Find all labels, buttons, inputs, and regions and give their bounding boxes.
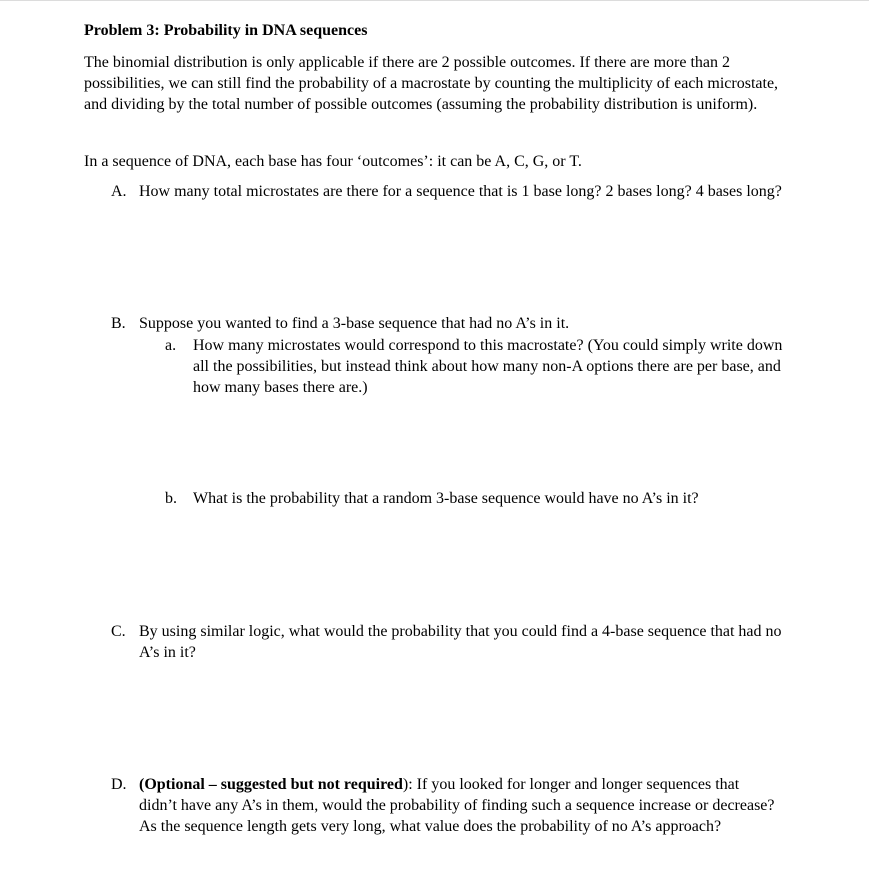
question-d-text: ): If you looked for longer and longer sequences that didn’t have any A’s in them, would the probability of finding such a sequence increase or decrease? As the sequence length gets very long, what value does the probability of no A’s approach? [139, 776, 775, 835]
intro-paragraph: The binomial distribution is only applicable if there are 2 possible outcomes. If there are more than 2 possibilities, we can still find the probability of a macrostate by counting the multiplicity of each microstate, and dividing by the total number of possible outcomes (assuming the probability distribution is uniform). [84, 54, 779, 113]
question-b-marker: B. [111, 315, 126, 332]
question-a-text: How many total microstates are there for a sequence that is 1 base long? 2 bases long? 4 bases long? [139, 183, 782, 200]
question-c-text: By using similar logic, what would the probability that you could find a 4-base sequence that had no A’s in it? [139, 623, 782, 661]
question-b-text: Suppose you wanted to find a 3-base sequence that had no A’s in it. [139, 315, 570, 332]
question-b-sub-b-marker: b. [165, 490, 177, 507]
question-d-body [139, 774, 779, 837]
question-a-marker: A. [111, 183, 127, 200]
question-d-optional-label: (Optional – suggested but not required [139, 776, 403, 793]
question-b-sub-a-marker: a. [165, 337, 177, 354]
question-b-sub-b-text: What is the probability that a random 3-base sequence would have no A’s in it? [193, 490, 699, 507]
question-c-marker: C. [111, 623, 126, 640]
question-b-sub-a-text: How many microstates would correspond to this macrostate? (You could simply write down all the possibilities, but instead think about how many non-A options there are per base, and how many bases there are.) [193, 337, 783, 396]
problem-title: Problem 3: Probability in DNA sequences [84, 22, 368, 39]
dna-paragraph: In a sequence of DNA, each base has four ‘outcomes’: it can be A, C, G, or T. [84, 153, 582, 170]
question-d-marker: D. [111, 776, 127, 793]
